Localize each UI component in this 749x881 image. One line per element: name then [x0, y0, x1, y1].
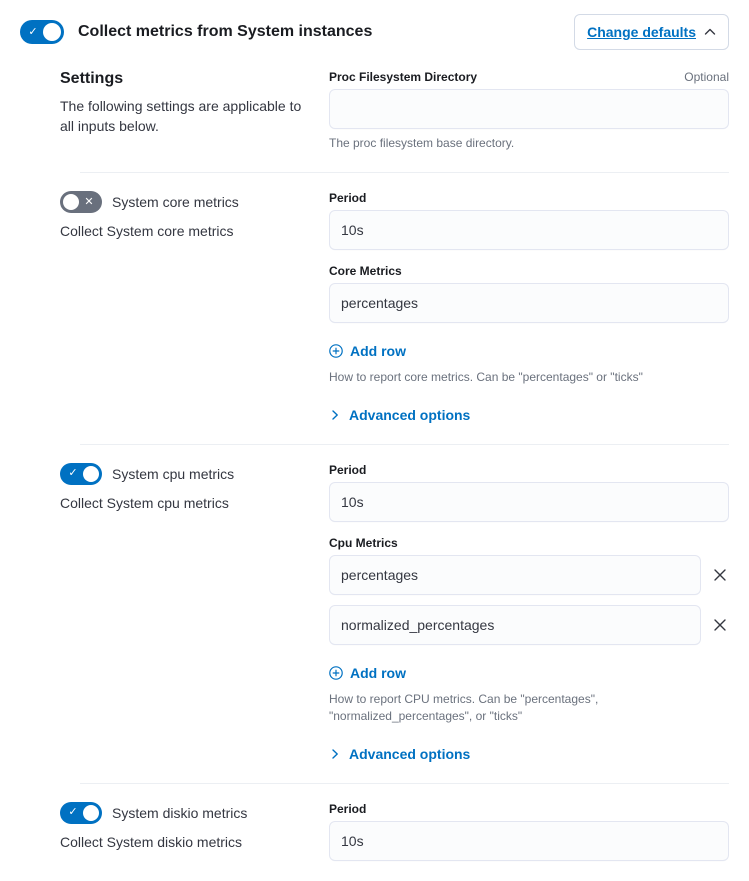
stream-core-right — [325, 191, 729, 425]
stream-diskio-left — [20, 802, 325, 850]
stream-system-core-metrics — [20, 173, 729, 443]
stream-cpu-toggle[interactable] — [60, 463, 102, 485]
stream-diskio-header — [60, 802, 313, 824]
stream-core-header — [60, 191, 313, 213]
page-title: Collect metrics from System instances — [78, 23, 373, 40]
collect-metrics-toggle[interactable] — [20, 20, 64, 44]
diskio-period-label: Period — [329, 801, 367, 816]
diskio-period-input[interactable] — [329, 821, 729, 861]
change-defaults-button[interactable] — [574, 14, 729, 50]
core-period-label: Period — [329, 191, 367, 206]
settings-section-right — [325, 70, 729, 154]
chevron-up-icon — [704, 26, 716, 38]
diskio-period-field — [329, 802, 729, 861]
stream-cpu-right — [325, 463, 729, 765]
cross-icon: ✕ — [84, 195, 94, 208]
settings-description: The following settings are applicable to all inputs below. — [60, 98, 302, 135]
cpu-advanced-options-toggle[interactable] — [329, 746, 470, 762]
cpu-metrics-row — [329, 605, 729, 645]
cpu-period-field — [329, 463, 729, 522]
stream-cpu-name: System cpu metrics — [112, 465, 235, 482]
remove-row-icon[interactable] — [711, 566, 729, 584]
proc-filesystem-label: Proc Filesystem Directory — [329, 70, 478, 84]
core-period-field — [329, 191, 729, 250]
stream-diskio-right — [325, 802, 729, 863]
cpu-metrics-input-2[interactable] — [329, 605, 701, 645]
stream-cpu-left — [20, 463, 325, 511]
plus-circle-icon — [329, 666, 343, 680]
proc-filesystem-optional-tag: Optional — [684, 70, 729, 84]
core-metrics-row — [329, 283, 729, 323]
core-metrics-help: How to report core metrics. Can be "percentages" or "ticks" — [329, 370, 643, 385]
cpu-metrics-add-row-button[interactable] — [329, 665, 406, 681]
remove-row-icon[interactable] — [711, 616, 729, 634]
cpu-metrics-row — [329, 555, 729, 595]
chevron-right-icon — [329, 748, 341, 760]
diskio-period-label-row — [329, 802, 729, 816]
core-period-label-row — [329, 191, 729, 205]
proc-filesystem-input[interactable] — [329, 89, 729, 129]
core-advanced-options-label: Advanced options — [349, 406, 471, 423]
cpu-metrics-help: How to report CPU metrics. Can be "percentages", "normalized_percentages", or "ticks" — [329, 691, 599, 724]
core-advanced-options-toggle[interactable] — [329, 407, 470, 423]
toggle-knob — [63, 194, 79, 210]
stream-diskio-toggle[interactable] — [60, 802, 102, 824]
settings-heading: Settings — [60, 70, 124, 87]
stream-diskio-name: System diskio metrics — [112, 804, 248, 821]
plus-circle-icon — [329, 344, 343, 358]
stream-core-name: System core metrics — [112, 194, 239, 211]
check-icon: ✓ — [68, 806, 78, 819]
cpu-period-label: Period — [329, 462, 367, 477]
core-metrics-input[interactable] — [329, 283, 729, 323]
change-defaults-label: Change defaults — [587, 24, 696, 40]
stream-core-left — [20, 191, 325, 239]
proc-filesystem-field — [329, 70, 729, 152]
core-metrics-add-row-label: Add row — [350, 343, 406, 360]
proc-filesystem-label-row — [329, 70, 729, 84]
stream-system-cpu-metrics — [20, 445, 729, 783]
page-header — [0, 0, 749, 62]
core-metrics-label-row — [329, 264, 729, 278]
cpu-metrics-field — [329, 536, 729, 726]
stream-cpu-header — [60, 463, 313, 485]
stream-diskio-description: Collect System diskio metrics — [60, 833, 243, 850]
toggle-knob — [83, 466, 99, 482]
core-metrics-field — [329, 264, 729, 386]
toggle-knob — [43, 23, 61, 41]
cpu-metrics-add-row-label: Add row — [350, 664, 406, 681]
settings-section-left — [20, 70, 325, 137]
stream-cpu-description: Collect System cpu metrics — [60, 494, 229, 511]
stream-core-toggle[interactable] — [60, 191, 102, 213]
stream-system-diskio-metrics — [20, 784, 729, 881]
core-metrics-label: Core Metrics — [329, 264, 402, 279]
proc-filesystem-help: The proc filesystem base directory. — [329, 136, 515, 150]
chevron-right-icon — [329, 409, 341, 421]
check-icon: ✓ — [68, 467, 78, 480]
stream-core-description: Collect System core metrics — [60, 223, 234, 240]
cpu-metrics-input-1[interactable] — [329, 555, 701, 595]
core-period-input[interactable] — [329, 210, 729, 250]
cpu-metrics-label-row — [329, 536, 729, 550]
toggle-knob — [83, 805, 99, 821]
core-metrics-add-row-button[interactable] — [329, 343, 406, 359]
settings-content — [0, 62, 749, 881]
cpu-period-input[interactable] — [329, 482, 729, 522]
cpu-advanced-options-label: Advanced options — [349, 745, 471, 762]
check-icon: ✓ — [28, 25, 38, 38]
settings-section — [20, 62, 729, 172]
cpu-metrics-label: Cpu Metrics — [329, 535, 398, 550]
cpu-period-label-row — [329, 463, 729, 477]
